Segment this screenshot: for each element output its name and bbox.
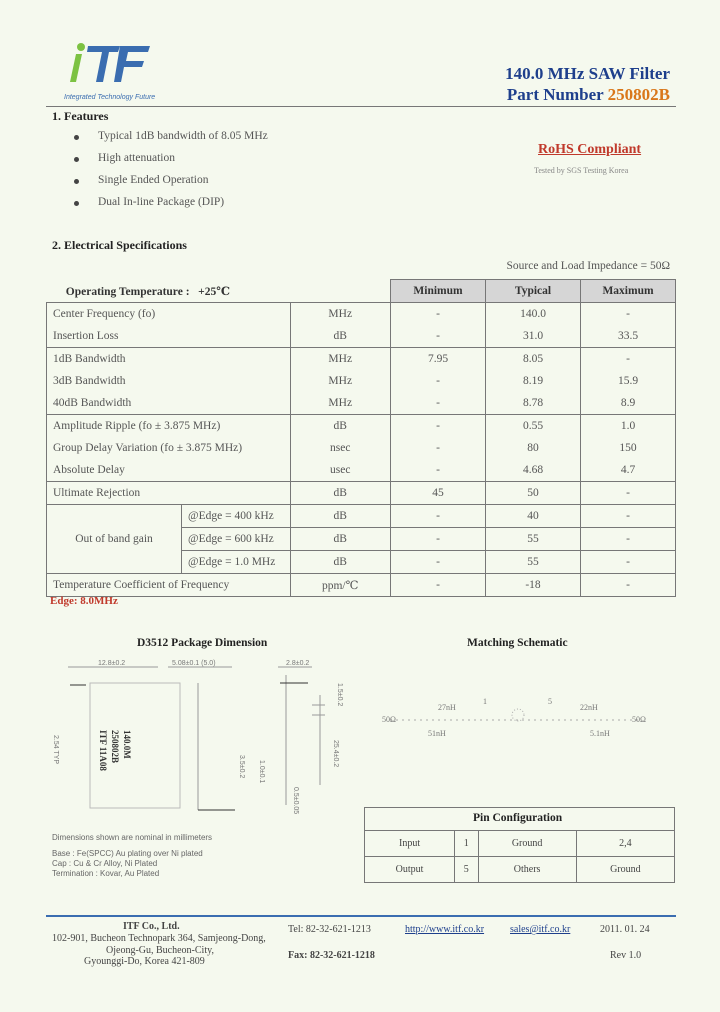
svg-text:51nH: 51nH xyxy=(428,729,446,738)
package-note-cap: Cap : Cu & Cr Alloy, Ni Plated xyxy=(52,859,158,868)
svg-text:50Ω: 50Ω xyxy=(632,715,646,724)
svg-text:3.5±0.2: 3.5±0.2 xyxy=(238,755,245,779)
tested-note: Tested by SGS Testing Korea xyxy=(534,166,629,175)
footer-company: ITF Co., Ltd. xyxy=(123,921,180,932)
feature-item: Single Ended Operation xyxy=(74,174,268,196)
table-row: Temperature Coefficient of Frequency ppm/℃ - -18 - xyxy=(47,574,676,597)
col-max: Maximum xyxy=(581,280,676,303)
package-title: D3512 Package Dimension xyxy=(137,637,268,649)
svg-text:1.0±0.1: 1.0±0.1 xyxy=(258,760,265,784)
svg-text:22nH: 22nH xyxy=(580,703,598,712)
feature-item: High attenuation xyxy=(74,152,268,174)
svg-text:2.8±0.2: 2.8±0.2 xyxy=(286,660,310,667)
col-min: Minimum xyxy=(391,280,486,303)
table-row: @Edge = 600 kHz dB - 55 - xyxy=(47,528,676,551)
pin-config-table xyxy=(364,830,675,883)
svg-text:25.4±0.2: 25.4±0.2 xyxy=(332,740,339,768)
table-row: Center Frequency (fo) MHz - 140.0 - xyxy=(47,303,676,326)
itf-logo-icon xyxy=(62,40,162,88)
package-note-termination: Termination : Kovar, Au Plated xyxy=(52,869,160,878)
svg-text:140.0M: 140.0M xyxy=(122,730,132,759)
bullet-icon xyxy=(74,201,79,206)
package-note-base: Base : Fe(SPCC) Au plating over Ni plated xyxy=(52,849,203,858)
matching-title: Matching Schematic xyxy=(467,637,568,649)
package-note-dimensions: Dimensions shown are nominal in millimeters xyxy=(52,833,213,842)
footer-divider xyxy=(46,915,676,917)
footer-tel: Tel: 82-32-621-1213 xyxy=(288,924,371,935)
table-row: Input 1 Ground 2,4 xyxy=(365,831,675,857)
part-label: Part Number xyxy=(506,85,604,104)
table-row: 3dB Bandwidth MHz - 8.19 15.9 xyxy=(47,370,676,392)
svg-text:250802B: 250802B xyxy=(110,730,120,764)
matching-drawing xyxy=(370,690,675,750)
features-heading: 1. Features xyxy=(52,109,109,123)
svg-text:27nH: 27nH xyxy=(438,703,456,712)
edge-note: Edge: 8.0MHz xyxy=(50,595,118,607)
table-row: 1dB Bandwidth MHz 7.95 8.05 - xyxy=(47,348,676,371)
svg-text:5: 5 xyxy=(548,697,552,706)
header-divider xyxy=(46,106,676,107)
table-row: Out of band gain @Edge = 400 kHz dB - 40 - xyxy=(47,505,676,528)
logo-tagline: Integrated Technology Future xyxy=(64,94,156,101)
pin-config-title: Pin Configuration xyxy=(473,812,563,824)
table-row: Group Delay Variation (fo ± 3.875 MHz) nsec - 80 150 xyxy=(47,437,676,459)
table-row: Absolute Delay usec - 4.68 4.7 xyxy=(47,459,676,482)
svg-text:2.54 TYP: 2.54 TYP xyxy=(52,735,59,765)
table-row: Insertion Loss dB - 31.0 33.5 xyxy=(47,325,676,348)
table-row: Amplitude Ripple (fo ± 3.875 MHz) dB - 0.55 1.0 xyxy=(47,415,676,438)
feature-item: Typical 1dB bandwidth of 8.05 MHz xyxy=(74,130,268,152)
svg-text:1: 1 xyxy=(483,697,487,706)
svg-text:0.5±0.05: 0.5±0.05 xyxy=(292,787,299,815)
bullet-icon xyxy=(74,179,79,184)
package-drawing xyxy=(50,655,355,830)
out-of-band-label: Out of band gain xyxy=(47,505,182,574)
electrical-heading: 2. Electrical Specifications xyxy=(52,238,187,252)
table-row: @Edge = 1.0 MHz dB - 55 - xyxy=(47,551,676,574)
footer-revision: Rev 1.0 xyxy=(610,950,642,961)
package-dimension-diagram xyxy=(50,655,355,830)
footer-fax: Fax: 82-32-621-1218 xyxy=(288,950,375,961)
part-number: 250802B xyxy=(607,85,670,104)
svg-text:ITF 11A08: ITF 11A08 xyxy=(98,730,108,771)
svg-text:12.8±0.2: 12.8±0.2 xyxy=(98,660,126,667)
footer-address-1: 102-901, Bucheon Technopark 364, Samjeong-Dong, xyxy=(52,933,266,944)
footer-email-link[interactable]: sales@itf.co.kr xyxy=(510,924,571,935)
table-row: Ultimate Rejection dB 45 50 - xyxy=(47,482,676,505)
features-list xyxy=(74,130,268,218)
table-row: Output 5 Others Ground xyxy=(365,857,675,883)
company-logo xyxy=(62,40,162,88)
svg-text:5.1nH: 5.1nH xyxy=(590,729,610,738)
footer-date: 2011. 01. 24 xyxy=(600,924,650,935)
bullet-icon xyxy=(74,135,79,140)
footer-address-2: Ojeong-Gu, Bucheon-City, xyxy=(106,945,214,956)
part-number-line xyxy=(507,85,670,105)
page-title: 140.0 MHz SAW Filter xyxy=(505,64,670,83)
svg-text:1.5±0.2: 1.5±0.2 xyxy=(336,683,343,707)
svg-text:50Ω: 50Ω xyxy=(382,715,396,724)
rohs-badge: RoHS Compliant xyxy=(538,142,642,157)
spec-table xyxy=(46,279,676,597)
matching-schematic-diagram xyxy=(370,690,675,750)
pin-config-box xyxy=(364,807,675,831)
feature-item: Dual In-line Package (DIP) xyxy=(74,196,268,218)
impedance-note: Source and Load Impedance = 50Ω xyxy=(506,260,670,272)
bullet-icon xyxy=(74,157,79,162)
table-row: 40dB Bandwidth MHz - 8.78 8.9 xyxy=(47,392,676,415)
svg-text:5.08±0.1 (5.0): 5.08±0.1 (5.0) xyxy=(172,660,216,667)
spec-header-row: Operating Temperature : +25℃ Minimum Typical Maximum xyxy=(47,280,676,303)
footer-address-3: Gyounggi-Do, Korea 421-809 xyxy=(84,956,205,967)
footer-website-link[interactable]: http://www.itf.co.kr xyxy=(405,924,485,935)
col-typ: Typical xyxy=(486,280,581,303)
